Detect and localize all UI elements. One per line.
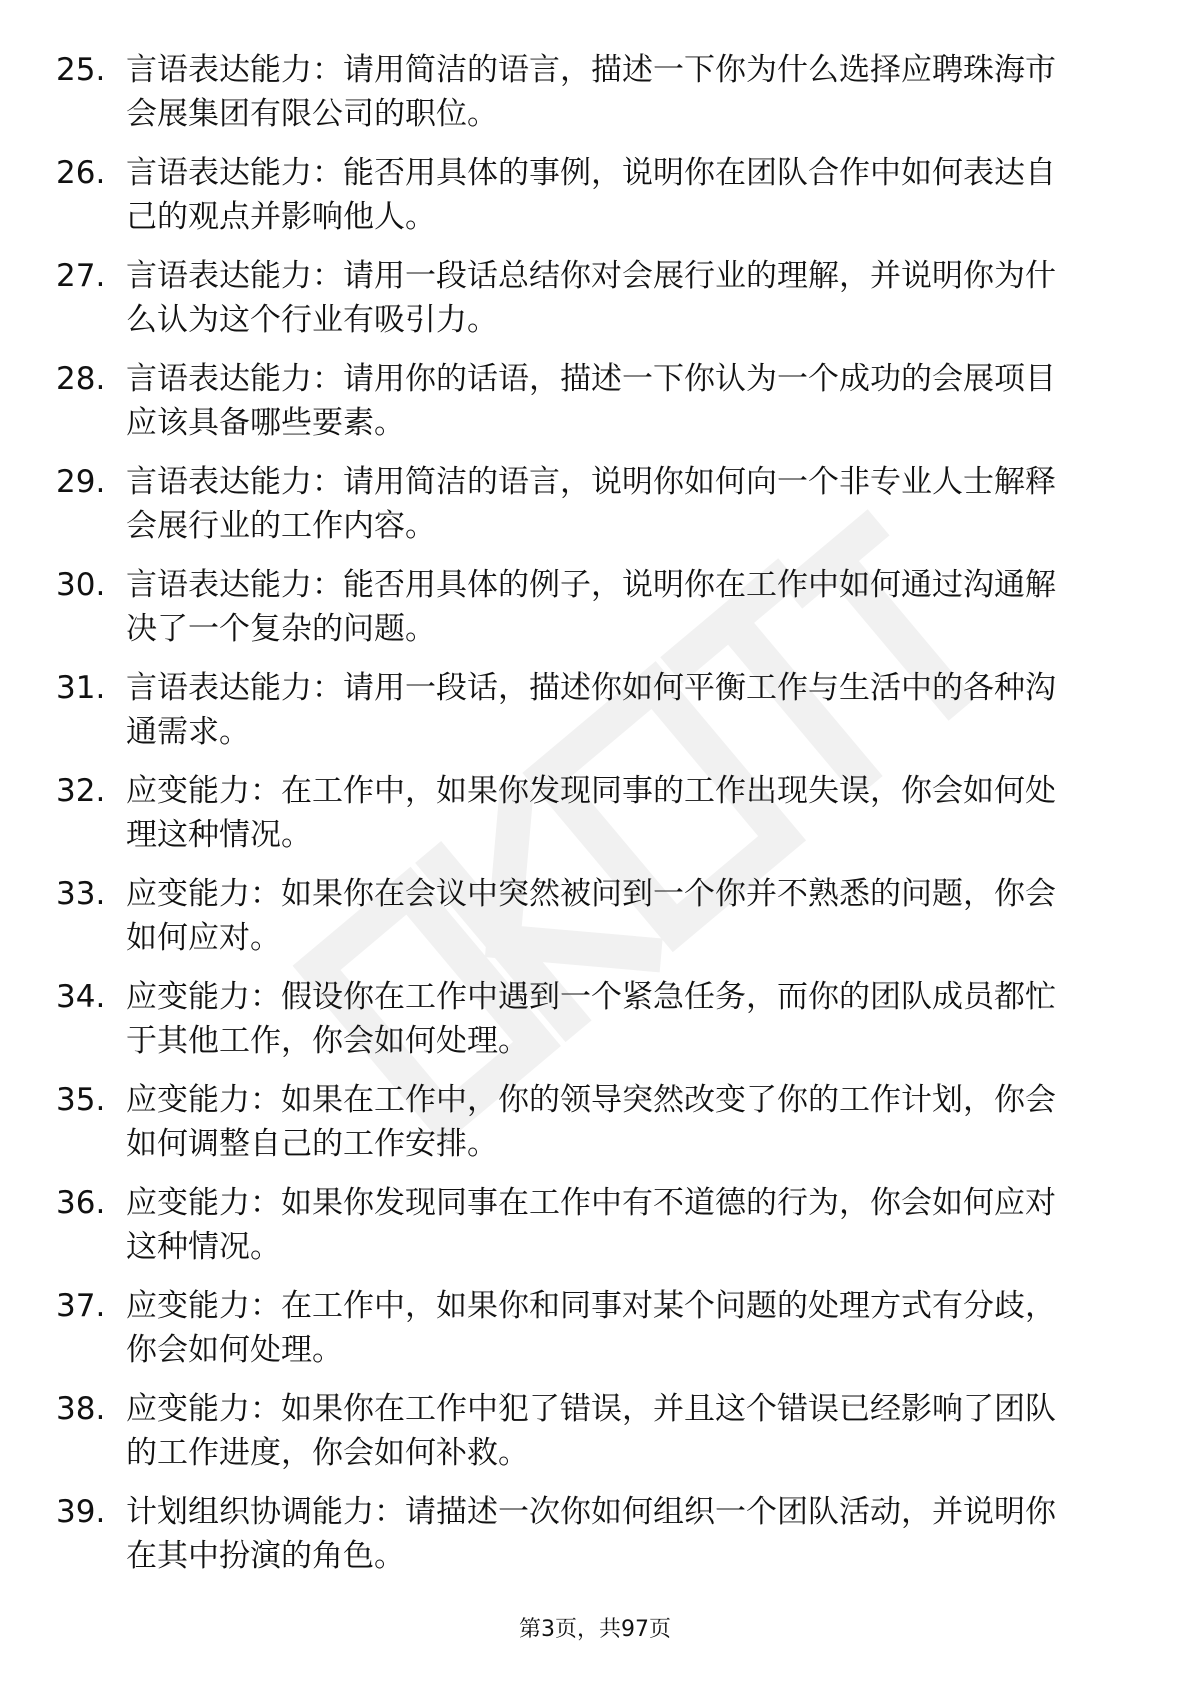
- question-number: 33.: [56, 876, 106, 912]
- list-item: [56, 48, 1116, 151]
- question-number: 28.: [56, 361, 106, 397]
- question-number: 37.: [56, 1288, 106, 1324]
- question-text: 应变能力：如果你发现同事在工作中有不道德的行为，你会如何应对这种情况。: [126, 1185, 1056, 1265]
- question-number: 30.: [56, 567, 106, 603]
- list-item: [56, 666, 1116, 769]
- list-item: [56, 254, 1116, 357]
- list-item: [56, 1387, 1116, 1490]
- page-footer: [0, 1612, 1190, 1643]
- question-list: [56, 48, 1116, 1593]
- question-text: 计划组织协调能力：请描述一次你如何组织一个团队活动，并说明你在其中扮演的角色。: [126, 1494, 1056, 1574]
- question-number: 35.: [56, 1082, 106, 1118]
- page-number-label: 第3页，共97页: [519, 1617, 671, 1642]
- list-item: [56, 1181, 1116, 1284]
- question-number: 31.: [56, 670, 106, 706]
- question-number: 34.: [56, 979, 106, 1015]
- question-text: 应变能力：在工作中，如果你和同事对某个问题的处理方式有分歧，你会如何处理。: [126, 1288, 1056, 1368]
- question-text: 言语表达能力：请用一段话总结你对会展行业的理解，并说明你为什么认为这个行业有吸引力。: [126, 258, 1056, 338]
- question-number: 27.: [56, 258, 106, 294]
- list-item: [56, 1078, 1116, 1181]
- question-text: 应变能力：在工作中，如果你发现同事的工作出现失误，你会如何处理这种情况。: [126, 773, 1056, 853]
- list-item: [56, 1284, 1116, 1387]
- question-text: 言语表达能力：请用你的话语，描述一下你认为一个成功的会展项目应该具备哪些要素。: [126, 361, 1056, 441]
- list-item: [56, 769, 1116, 872]
- question-text: 言语表达能力：能否用具体的例子，说明你在工作中如何通过沟通解决了一个复杂的问题。: [126, 567, 1056, 647]
- list-item: [56, 1490, 1116, 1593]
- question-number: 29.: [56, 464, 106, 500]
- question-text: 应变能力：如果在工作中，你的领导突然改变了你的工作计划，你会如何调整自己的工作安排。: [126, 1082, 1056, 1162]
- list-item: [56, 357, 1116, 460]
- question-number: 36.: [56, 1185, 106, 1221]
- question-text: 言语表达能力：能否用具体的事例，说明你在团队合作中如何表达自己的观点并影响他人。: [126, 155, 1056, 235]
- list-item: [56, 975, 1116, 1078]
- question-text: 言语表达能力：请用一段话，描述你如何平衡工作与生活中的各种沟通需求。: [126, 670, 1056, 750]
- question-number: 39.: [56, 1494, 106, 1530]
- list-item: [56, 460, 1116, 563]
- question-number: 25.: [56, 52, 106, 88]
- question-text: 应变能力：如果你在会议中突然被问到一个你并不熟悉的问题，你会如何应对。: [126, 876, 1056, 956]
- question-text: 言语表达能力：请用简洁的语言，描述一下你为什么选择应聘珠海市会展集团有限公司的职位。: [126, 52, 1056, 132]
- question-text: 言语表达能力：请用简洁的语言，说明你如何向一个非专业人士解释会展行业的工作内容。: [126, 464, 1056, 544]
- list-item: [56, 872, 1116, 975]
- question-text: 应变能力：如果你在工作中犯了错误，并且这个错误已经影响了团队的工作进度，你会如何补救。: [126, 1391, 1056, 1471]
- question-number: 26.: [56, 155, 106, 191]
- list-item: [56, 563, 1116, 666]
- question-number: 32.: [56, 773, 106, 809]
- question-text: 应变能力：假设你在工作中遇到一个紧急任务，而你的团队成员都忙于其他工作，你会如何处理。: [126, 979, 1056, 1059]
- question-number: 38.: [56, 1391, 106, 1427]
- list-item: [56, 151, 1116, 254]
